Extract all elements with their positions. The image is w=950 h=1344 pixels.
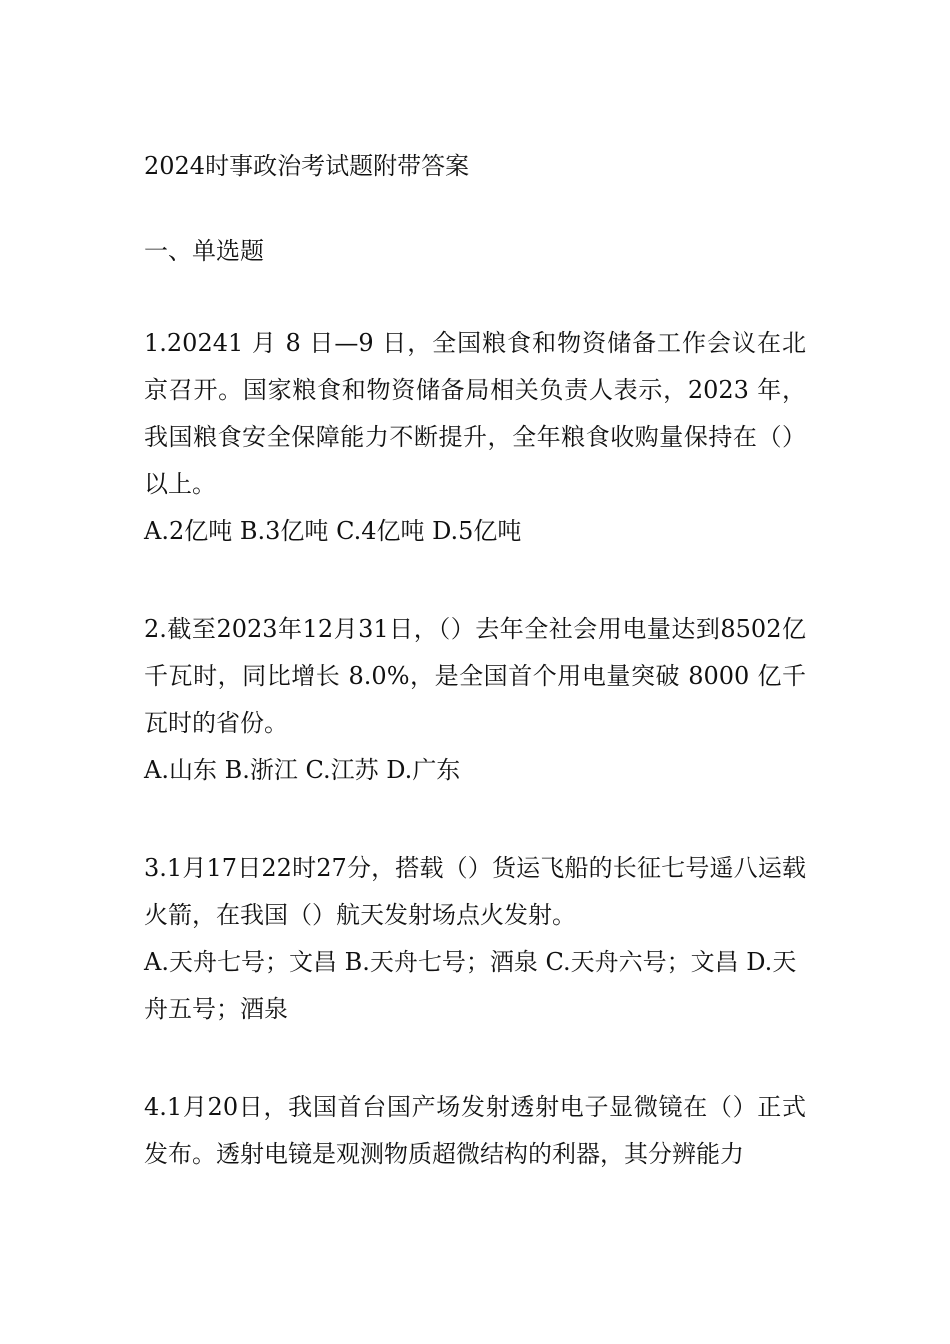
option-b: B.浙江	[224, 756, 298, 784]
document-content	[144, 148, 806, 1178]
option-d: D.天舟五号；酒泉	[144, 948, 797, 1023]
option-d: D.5亿吨	[432, 517, 522, 545]
question-options	[144, 508, 806, 555]
option-b: B.天舟七号；酒泉	[344, 948, 538, 976]
question-4	[144, 1084, 806, 1178]
section-heading: 一、单选题	[144, 237, 264, 265]
question-stem: 2.截至2023年12月31日，（）去年全社会用电量达到8502亿千瓦时，同比增长 8.0%，是全国首个用电量突破 8000 亿千瓦时的省份。	[144, 615, 806, 737]
document-title: 2024时事政治考试题附带答案	[144, 152, 470, 180]
question-stem: 3.1月17日22时27分，搭载（）货运飞船的长征七号遥八运载火箭，在我国（）航天发射场点火发射。	[144, 854, 806, 929]
question-stem: 4.1月20日，我国首台国产场发射透射电子显微镜在（）正式发布。透射电镜是观测物质超微结构的利器，其分辨能力	[144, 1093, 806, 1168]
option-a: A.天舟七号；文昌	[144, 948, 337, 976]
question-3	[144, 845, 806, 1033]
question-options	[144, 939, 806, 1033]
question-2	[144, 606, 806, 794]
option-c: C.江苏	[305, 756, 379, 784]
question-stem: 1.20241 月 8 日—9 日，全国粮食和物资储备工作会议在北京召开。国家粮食和物资储备局相关负责人表示，2023 年，我国粮食安全保障能力不断提升，全年粮食收购量保持在（）以上。	[144, 329, 806, 498]
option-b: B.3亿吨	[239, 517, 329, 545]
option-d: D.广东	[386, 756, 461, 784]
option-a: A.2亿吨	[144, 517, 233, 545]
option-c: C.天舟六号；文昌	[545, 948, 739, 976]
option-c: C.4亿吨	[336, 517, 425, 545]
option-a: A.山东	[144, 756, 217, 784]
question-1	[144, 320, 806, 555]
question-options	[144, 747, 806, 794]
